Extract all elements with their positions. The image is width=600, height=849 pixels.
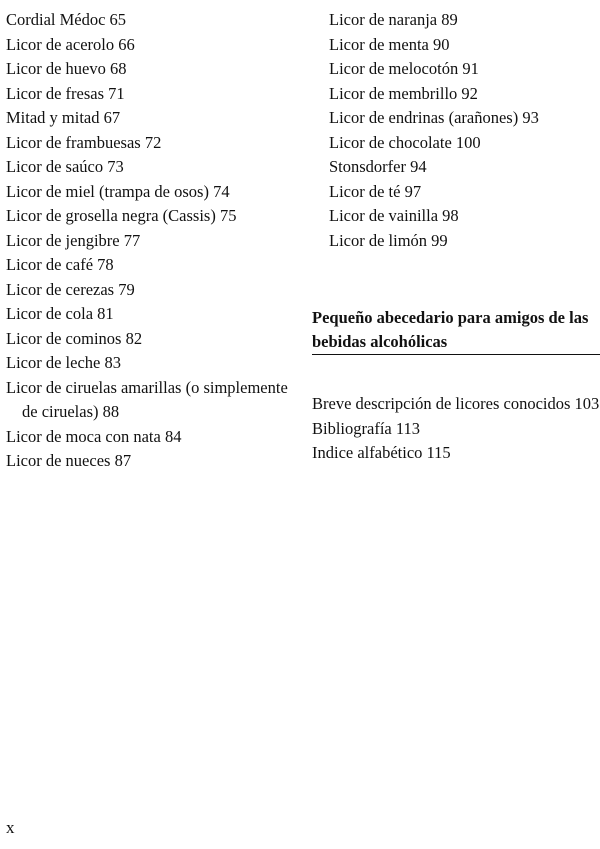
toc-entry: Licor de cola 81: [6, 304, 114, 323]
toc-entry: Licor de leche 83: [6, 353, 121, 372]
toc-entry: Licor de frambuesas 72: [6, 132, 162, 152]
toc-entry: Licor de vainilla 98: [329, 206, 459, 225]
toc-entry: Licor de acerolo 66: [6, 34, 135, 54]
toc-entry: Licor de cerezas 79: [6, 279, 135, 299]
toc-entry: Licor de ciruelas amarillas (o simplemente de ciruelas) 88: [6, 377, 288, 421]
toc-entry: Licor de huevo 68: [6, 59, 127, 78]
toc-entry: Mitad y mitad 67: [6, 108, 121, 127]
toc-entry: Licor de endrinas (arañones) 93: [329, 108, 539, 127]
toc-entry: Licor de limón 99: [329, 230, 448, 250]
toc-entry: Licor de naranja 89: [329, 10, 458, 29]
toc-entry: Cordial Médoc 65: [6, 10, 127, 29]
toc-entry: Indice alfabético 115: [312, 443, 451, 462]
toc-entry: Breve descripción de licores conocidos 103: [312, 394, 600, 413]
toc-appendix-list: [312, 392, 600, 466]
toc-entry: Licor de fresas 71: [6, 83, 125, 103]
toc-left-column: [6, 8, 296, 474]
toc-entry: Licor de saúco 73: [6, 157, 124, 176]
toc-entry: Licor de miel (trampa de osos) 74: [6, 181, 230, 201]
toc-entry: Licor de cominos 82: [6, 328, 143, 348]
toc-entry: Licor de melocotón 91: [329, 59, 479, 78]
toc-entry: Licor de jengibre 77: [6, 230, 141, 250]
toc-entry: Licor de nueces 87: [6, 451, 132, 470]
page-number: x: [6, 818, 15, 837]
toc-entry: Licor de chocolate 100: [329, 132, 481, 152]
toc-entry: Licor de membrillo 92: [329, 83, 478, 103]
section-heading: Pequeño abecedario para amigos de las bebidas alcohólicas: [312, 306, 600, 355]
toc-entry: Licor de café 78: [6, 255, 114, 274]
toc-entry: Stonsdorfer 94: [329, 157, 427, 176]
toc-entry: Licor de moca con nata 84: [6, 426, 182, 446]
toc-entry: Licor de menta 90: [329, 34, 450, 54]
toc-entry: Bibliografía 113: [312, 418, 420, 438]
toc-entry: Licor de grosella negra (Cassis) 75: [6, 206, 237, 225]
toc-entry: Licor de té 97: [329, 181, 422, 201]
toc-right-column: [329, 8, 594, 253]
